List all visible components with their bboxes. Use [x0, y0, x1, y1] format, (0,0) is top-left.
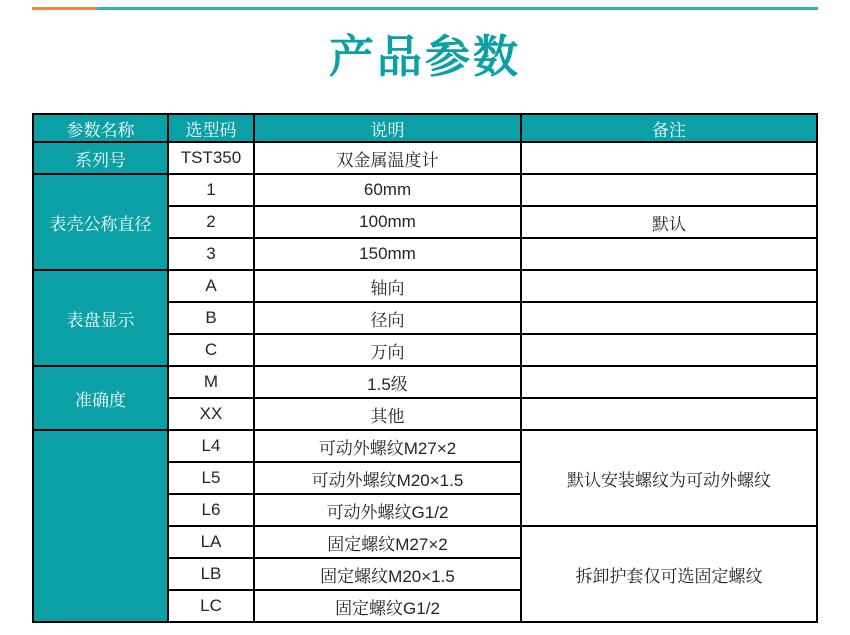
remark-cell	[521, 366, 817, 398]
description-cell: 双金属温度计	[254, 142, 521, 174]
selection-code-cell: L6	[168, 494, 254, 526]
remark-cell	[521, 174, 817, 206]
description-cell: 轴向	[254, 270, 521, 302]
selection-code-cell: L5	[168, 462, 254, 494]
remark-cell	[521, 302, 817, 334]
description-cell: 150mm	[254, 238, 521, 270]
selection-code-cell: 3	[168, 238, 254, 270]
header-cell-description: 说明	[254, 114, 521, 142]
description-cell: 万向	[254, 334, 521, 366]
remark-cell	[521, 334, 817, 366]
selection-code-cell: LC	[168, 590, 254, 622]
param-name-cell: 表壳公称直径	[33, 174, 168, 270]
header-cell-selection-code: 选型码	[168, 114, 254, 142]
table-header-row	[33, 114, 817, 142]
param-name-cell: 准确度	[33, 366, 168, 430]
product-parameters-table	[32, 113, 818, 623]
selection-code-cell: 2	[168, 206, 254, 238]
header-cell-param-name: 参数名称	[33, 114, 168, 142]
table-row	[33, 366, 817, 398]
table-row	[33, 430, 817, 462]
description-cell: 径向	[254, 302, 521, 334]
accent-orange-segment	[32, 7, 97, 10]
selection-code-cell: M	[168, 366, 254, 398]
description-cell: 固定螺纹M27×2	[254, 526, 521, 558]
remark-cell	[521, 142, 817, 174]
selection-code-cell: L4	[168, 430, 254, 462]
param-name-cell: 系列号	[33, 142, 168, 174]
remark-cell: 默认安装螺纹为可动外螺纹	[521, 430, 817, 526]
remark-cell: 默认	[521, 206, 817, 238]
top-accent-line	[32, 7, 818, 10]
page-title: 产品参数	[328, 31, 521, 82]
table-row	[33, 174, 817, 206]
selection-code-cell: B	[168, 302, 254, 334]
remark-cell	[521, 398, 817, 430]
description-cell: 60mm	[254, 174, 521, 206]
description-cell: 可动外螺纹M20×1.5	[254, 462, 521, 494]
selection-code-cell: C	[168, 334, 254, 366]
table-row	[33, 270, 817, 302]
selection-code-cell: 1	[168, 174, 254, 206]
remark-cell	[521, 270, 817, 302]
description-cell: 其他	[254, 398, 521, 430]
accent-teal-segment	[97, 7, 818, 10]
table-body	[33, 142, 817, 622]
description-cell: 可动外螺纹G1/2	[254, 494, 521, 526]
remark-cell: 拆卸护套仅可选固定螺纹	[521, 526, 817, 622]
param-name-cell: 表盘显示	[33, 270, 168, 366]
description-cell: 固定螺纹M20×1.5	[254, 558, 521, 590]
selection-code-cell: LA	[168, 526, 254, 558]
table-row	[33, 142, 817, 174]
description-cell: 可动外螺纹M27×2	[254, 430, 521, 462]
selection-code-cell: LB	[168, 558, 254, 590]
description-cell: 1.5级	[254, 366, 521, 398]
description-cell: 固定螺纹G1/2	[254, 590, 521, 622]
remark-cell	[521, 238, 817, 270]
description-cell: 100mm	[254, 206, 521, 238]
selection-code-cell: XX	[168, 398, 254, 430]
selection-code-cell: A	[168, 270, 254, 302]
selection-code-cell: TST350	[168, 142, 254, 174]
header-cell-remark: 备注	[521, 114, 817, 142]
param-name-cell	[33, 430, 168, 622]
